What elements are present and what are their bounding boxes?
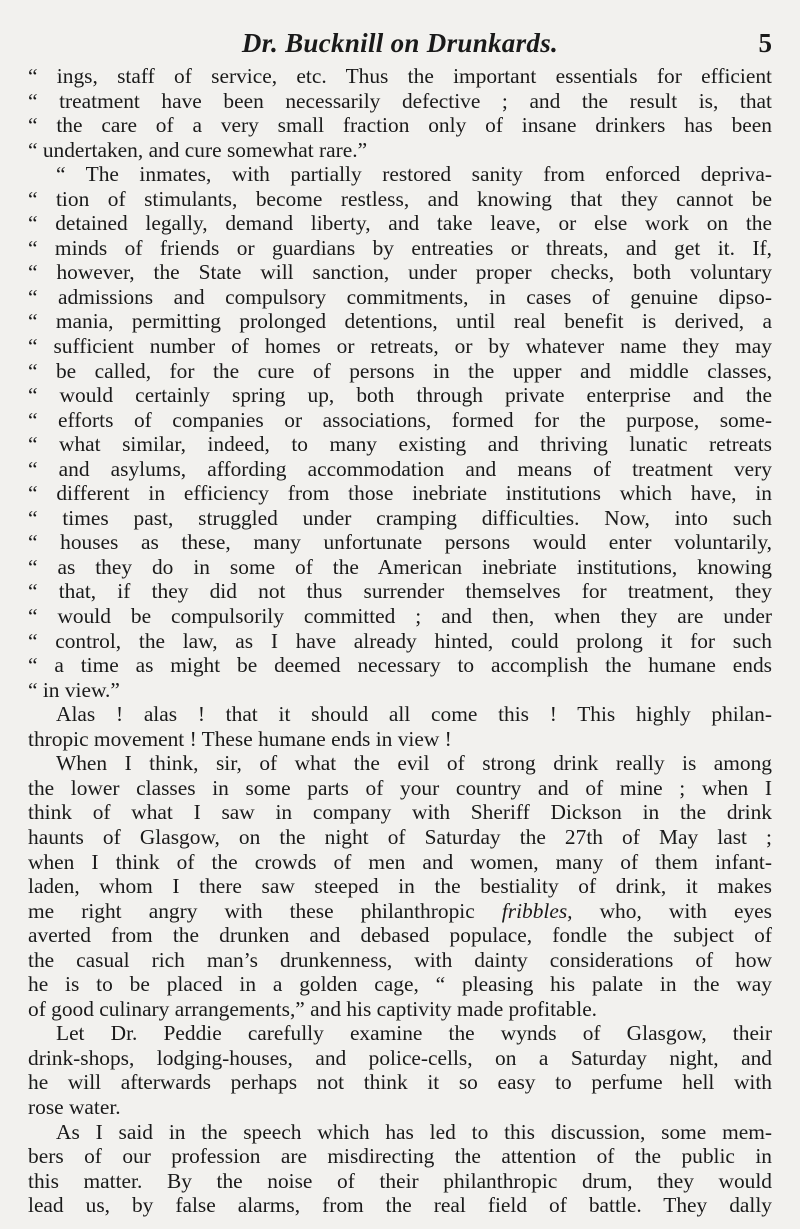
text-run: drink-shops, lodging-houses, and police-cells, on a Saturday night, and <box>28 1045 772 1070</box>
text-line <box>28 874 772 899</box>
text-line <box>28 1120 772 1145</box>
text-line <box>28 187 772 212</box>
text-line <box>28 579 772 604</box>
text-run: “ efforts of companies or associations, formed for the purpose, some- <box>28 407 772 432</box>
text-line <box>28 1046 772 1071</box>
text-run: “ tion of stimulants, become restless, and knowing that they cannot be <box>28 186 772 211</box>
text-line <box>28 432 772 457</box>
body-text <box>28 64 772 1218</box>
text-line <box>28 457 772 482</box>
text-run: “ a time as might be deemed necessary to accomplish the humane ends <box>28 653 772 678</box>
text-run: “ admissions and compulsory commitments, in cases of genuine dipso- <box>28 284 772 309</box>
text-run: “ houses as these, many unfortunate persons would enter voluntarily, <box>28 530 772 555</box>
text-line <box>28 923 772 948</box>
text-run: “ mania, permitting prolonged detentions, until real benefit is derived, a <box>28 309 772 334</box>
text-line <box>28 334 772 359</box>
text-run: think of what I saw in company with Sheriff Dickson in the drink <box>28 800 772 825</box>
text-run: when I think of the crowds of men and women, many of them infant- <box>28 849 772 874</box>
text-run: “ different in efficiency from those inebriate institutions which have, in <box>28 481 772 506</box>
text-run: the casual rich man’s drunkenness, with dainty considerations of how <box>28 947 772 972</box>
text-run: As I said in the speech which has led to this discussion, some mem- <box>56 1119 772 1144</box>
text-line <box>28 604 772 629</box>
page-number: 5 <box>758 28 772 58</box>
text-run: “ control, the law, as I have already hinted, could prolong it for such <box>28 628 772 653</box>
text-run: averted from the drunken and debased populace, fondle the subject of <box>28 923 772 948</box>
text-run: he will afterwards perhaps not think it so easy to perfume hell with <box>28 1070 772 1095</box>
text-run: “ times past, struggled under cramping difficulties. Now, into such <box>28 505 772 530</box>
text-run: “ and asylums, affording accommodation and means of treatment very <box>28 456 772 481</box>
text-line <box>28 850 772 875</box>
text-line <box>28 506 772 531</box>
text-line <box>28 727 772 752</box>
text-run: “ undertaken, and cure somewhat rare.” <box>28 137 368 162</box>
text-run: When I think, sir, of what the evil of strong drink really is among <box>56 751 772 776</box>
text-run: lead us, by false alarms, from the real field of battle. They dally <box>28 1193 772 1218</box>
text-run: “ the care of a very small fraction only of insane drinkers has been <box>28 113 772 138</box>
text-line <box>28 800 772 825</box>
text-run: haunts of Glasgow, on the night of Saturday the 27th of May last ; <box>28 824 772 849</box>
text-run: “ sufficient number of homes or retreats, or by whatever name they may <box>28 334 772 359</box>
text-line <box>28 236 772 261</box>
text-run: the lower classes in some parts of your country and of mine ; when I <box>28 775 772 800</box>
text-line <box>28 408 772 433</box>
text-run: “ treatment have been necessarily defective ; and the result is, that <box>28 88 772 113</box>
text-line <box>28 530 772 555</box>
text-run: “ ings, staff of service, etc. Thus the important essentials for efficient <box>28 64 772 88</box>
page-header <box>28 0 772 62</box>
text-line <box>28 113 772 138</box>
running-title: Dr. Bucknill on Drunkards. <box>241 28 559 58</box>
text-line <box>28 162 772 187</box>
text-run: “ detained legally, demand liberty, and take leave, or else work on the <box>28 211 772 236</box>
text-run: who, with eyes <box>572 898 772 923</box>
text-run: Let Dr. Peddie carefully examine the wynds of Glasgow, their <box>56 1021 772 1046</box>
text-run: “ that, if they did not thus surrender themselves for treatment, they <box>28 579 772 604</box>
text-line <box>28 309 772 334</box>
text-line <box>28 138 772 163</box>
text-line <box>28 359 772 384</box>
text-line <box>28 260 772 285</box>
text-line <box>28 1070 772 1095</box>
text-line <box>28 1021 772 1046</box>
text-run: “ minds of friends or guardians by entreaties or threats, and get it. If, <box>28 235 772 260</box>
text-run: of good culinary arrangements,” and his captivity made profitable. <box>28 996 598 1021</box>
text-line <box>28 678 772 703</box>
text-line <box>28 899 772 924</box>
text-line <box>28 383 772 408</box>
text-run: Alas ! alas ! that it should all come this ! This highly philan- <box>56 702 772 727</box>
text-line <box>28 972 772 997</box>
text-line <box>28 1144 772 1169</box>
text-line <box>28 555 772 580</box>
book-page <box>28 0 772 1229</box>
text-run: rose water. <box>28 1094 121 1119</box>
text-line <box>28 776 772 801</box>
text-line <box>28 997 772 1022</box>
text-run: this matter. By the noise of their philanthropic drum, they would <box>28 1168 772 1193</box>
text-run: “ in view.” <box>28 677 120 702</box>
text-line <box>28 751 772 776</box>
text-run: “ would certainly spring up, both through private enterprise and the <box>28 383 772 408</box>
text-run: he is to be placed in a golden cage, “ pleasing his palate in the way <box>28 972 772 997</box>
text-line <box>28 825 772 850</box>
text-line <box>28 948 772 973</box>
text-run: me right angry with these philanthropic <box>28 898 502 923</box>
text-run: “ as they do in some of the American inebriate institutions, knowing <box>28 554 772 579</box>
italic-text-run: fribbles, <box>501 898 573 923</box>
text-line <box>28 653 772 678</box>
text-run: “ would be compulsorily committed ; and then, when they are under <box>28 604 772 629</box>
text-run: “ be called, for the cure of persons in the upper and middle classes, <box>28 358 772 383</box>
text-line <box>28 211 772 236</box>
text-run: “ what similar, indeed, to many existing and thriving lunatic retreats <box>28 432 772 457</box>
text-run: “ The inmates, with partially restored sanity from enforced depriva- <box>56 162 772 187</box>
text-line <box>28 702 772 727</box>
text-line <box>28 1193 772 1218</box>
text-line <box>28 629 772 654</box>
text-line <box>28 285 772 310</box>
text-run: bers of our profession are misdirecting the attention of the public in <box>28 1144 772 1169</box>
text-line <box>28 89 772 114</box>
text-run: thropic movement ! These humane ends in view ! <box>28 726 452 751</box>
text-line <box>28 1095 772 1120</box>
text-line <box>28 1169 772 1194</box>
text-line <box>28 481 772 506</box>
text-run: “ however, the State will sanction, under proper checks, both voluntary <box>28 260 772 285</box>
text-run: laden, whom I there saw steeped in the bestiality of drink, it makes <box>28 874 772 899</box>
text-line <box>28 64 772 89</box>
